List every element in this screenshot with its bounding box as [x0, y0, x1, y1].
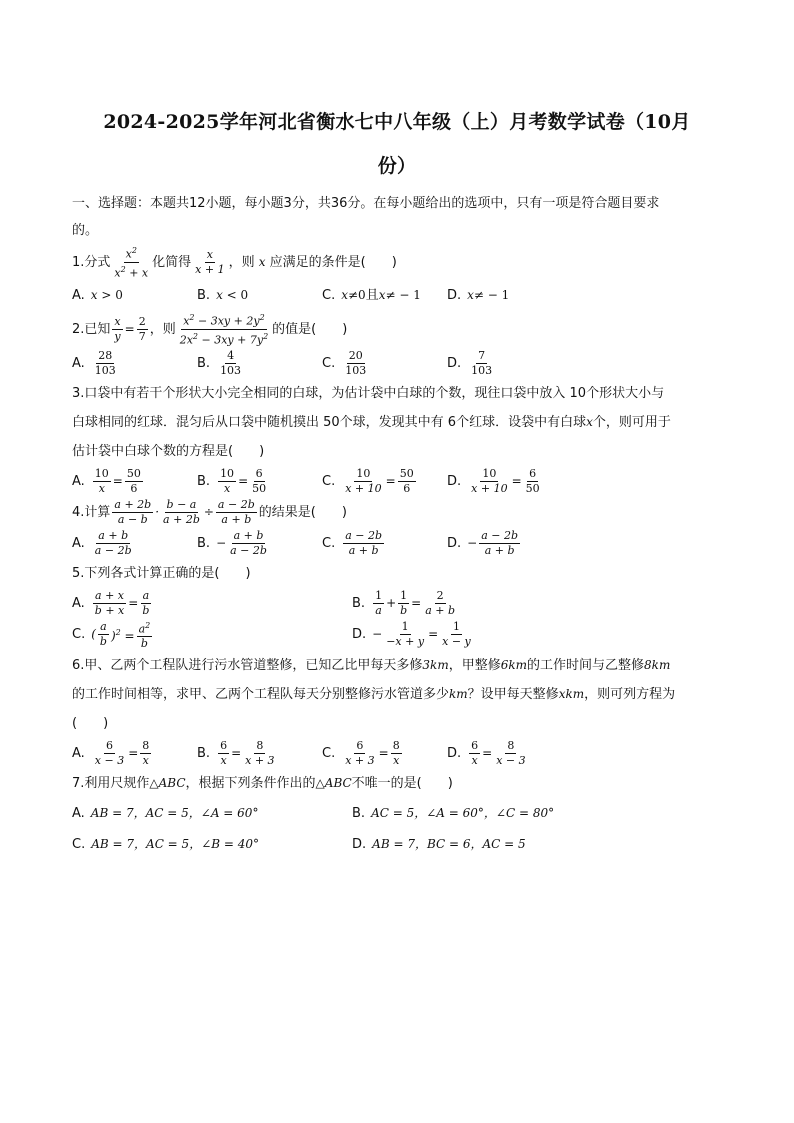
question-4-options: [72, 528, 722, 559]
option-b[interactable]: B. $\frac{4}{103}$: [197, 348, 242, 377]
option-a[interactable]: A. $\frac{a + b}{a - 2b}$: [72, 528, 132, 557]
question-7-options-cd: [72, 829, 722, 860]
option-c[interactable]: C. $\frac{20}{103}$: [322, 348, 367, 377]
question-2: [72, 311, 722, 378]
section-header: [72, 190, 722, 244]
question-1-stem: 1.分式 $\frac{x^2}{x^2 + x}$ 化简得 $\frac{x}{x + 1}$ ，则 x 应满足的条件是( ): [72, 246, 397, 280]
fraction: $\frac{x}{x + 1}$: [195, 247, 225, 276]
question-3-line-3: 估计袋中白球个数的方程是( ): [72, 443, 265, 459]
question-6: 6.甲、乙两个工程队进行污水管道整修，已知乙比甲每天多修3km，甲整修6km的工作时间与乙整修8km 的工作时间相等，求甲、乙两个工程队每天分别整修污水管道多少km？设甲每天整修xkm，则可列方程为 ( ) A. $\frac{6}{x - 3}$ = $\frac{8}{x}$ B. $\frac{6}{x}$ = $\frac{8}{x + 3}$ C. $\frac{6}{x + 3}$ = $\frac{8}{x}$ D. $\frac{6}{x}$ = $\frac{8}{x - 3}$: [72, 651, 722, 769]
question-3-line-1: 3.口袋中有若干个形状大小完全相同的白球，为估计袋中白球的个数，现往口袋中放入 10个形状大小与: [72, 385, 665, 401]
question-4-stem: 4.计算 $\frac{a + 2b}{a - b}$ · $\frac{b - a}{a + 2b}$ ÷ $\frac{a - 2b}{a + b}$ 的结果是( ): [72, 497, 347, 526]
option-d[interactable]: D. x≠ − 1: [447, 288, 510, 304]
question-1-options: [72, 280, 722, 311]
question-5-options-ab: [72, 588, 722, 619]
option-c[interactable]: C. AB = 7，AC = 5，∠B = 40°: [72, 837, 260, 853]
question-3: [72, 379, 722, 497]
exam-title: [72, 100, 722, 188]
option-b[interactable]: B. AC = 5，∠A = 60°，∠C = 80°: [352, 806, 555, 822]
option-b[interactable]: B. − $\frac{a + b}{a - 2b}$: [197, 528, 267, 557]
question-3-options: [72, 466, 722, 497]
option-a[interactable]: A. x > 0: [72, 288, 123, 304]
question-7-stem: 7.利用尺规作△ABC，根据下列条件作出的△ABC不唯一的是( ): [72, 776, 453, 792]
question-6-options: [72, 738, 722, 769]
option-b[interactable]: B. $\frac{6}{x}$ = $\frac{8}{x + 3}$: [197, 739, 275, 768]
option-a[interactable]: A. $\frac{28}{103}$: [72, 348, 116, 377]
option-d[interactable]: D. $\frac{7}{103}$: [447, 348, 493, 377]
option-d[interactable]: D. AB = 7，BC = 6，AC = 5: [352, 837, 526, 853]
option-d[interactable]: D. $\frac{6}{x}$ = $\frac{8}{x - 3}$: [447, 739, 526, 768]
option-c[interactable]: C. x≠0 且 x≠ − 1: [322, 288, 421, 304]
question-5-options-cd: [72, 619, 722, 652]
option-b[interactable]: B. $\frac{1}{a}$ + $\frac{1}{b}$ = $\frac{2}{a + b}$: [352, 588, 456, 617]
title-line-1: 2024-2025学年河北省衡水七中八年级（上）月考数学试卷（10月: [103, 111, 691, 133]
title-line-2: 份）: [377, 155, 417, 177]
question-5-stem: 5.下列各式计算正确的是( ): [72, 565, 251, 581]
option-b[interactable]: B. $\frac{10}{x}$ = $\frac{6}{50}$: [197, 466, 267, 495]
question-5: [72, 559, 722, 652]
question-1: [72, 244, 722, 311]
option-d[interactable]: D. − $\frac{1}{-x + y}$ = $\frac{1}{x - y}$: [352, 620, 471, 649]
option-a[interactable]: A. $\frac{a + x}{b + x}$ = $\frac{a}{b}$: [72, 588, 150, 617]
option-d[interactable]: D. $\frac{10}{x + 10}$ = $\frac{6}{50}$: [447, 466, 540, 495]
option-a[interactable]: A. $\frac{10}{x}$ = $\frac{50}{6}$: [72, 466, 141, 495]
option-a[interactable]: A. AB = 7，AC = 5，∠A = 60°: [72, 806, 259, 822]
option-a[interactable]: A. $\frac{6}{x - 3}$ = $\frac{8}{x}$: [72, 739, 150, 768]
option-c[interactable]: C. $\frac{6}{x + 3}$ = $\frac{8}{x}$: [322, 739, 400, 768]
option-c[interactable]: C. $\frac{10}{x + 10}$ = $\frac{50}{6}$: [322, 466, 414, 495]
question-3-line-2: 白球相同的红球．混匀后从口袋中随机摸出 50个球，发现其中有 6个红球．设袋中有白球x个，则可用于: [72, 414, 671, 430]
question-7: [72, 769, 722, 860]
question-2-options: [72, 348, 722, 379]
option-b[interactable]: B. x < 0: [197, 288, 249, 304]
question-7-options-ab: [72, 798, 722, 829]
option-d[interactable]: D. − $\frac{a - 2b}{a + b}$: [447, 528, 519, 557]
question-2-stem: 2.已知 $\frac{x}{y}$ = $\frac{2}{7}$ ，则 $\frac{x^2 - 3xy + 2y^2}{2x^2 - 3xy + 7y^2}$ 的值是( ): [72, 313, 348, 347]
exam-page: [72, 100, 722, 860]
fraction: $\frac{x^2}{x^2 + x}$: [114, 246, 149, 280]
section-line-1: 一、选择题：本题共12小题，每小题3分，共36分。在每小题给出的选项中，只有一项是符合题目要求: [72, 196, 660, 211]
question-4: [72, 497, 722, 559]
section-line-2: 的。: [72, 223, 99, 238]
option-c[interactable]: C. ( $\frac{a}{b}$ )$^2$ = $\frac{a^2}{b}$: [72, 620, 151, 651]
option-c[interactable]: C. $\frac{a - 2b}{a + b}$: [322, 528, 383, 557]
